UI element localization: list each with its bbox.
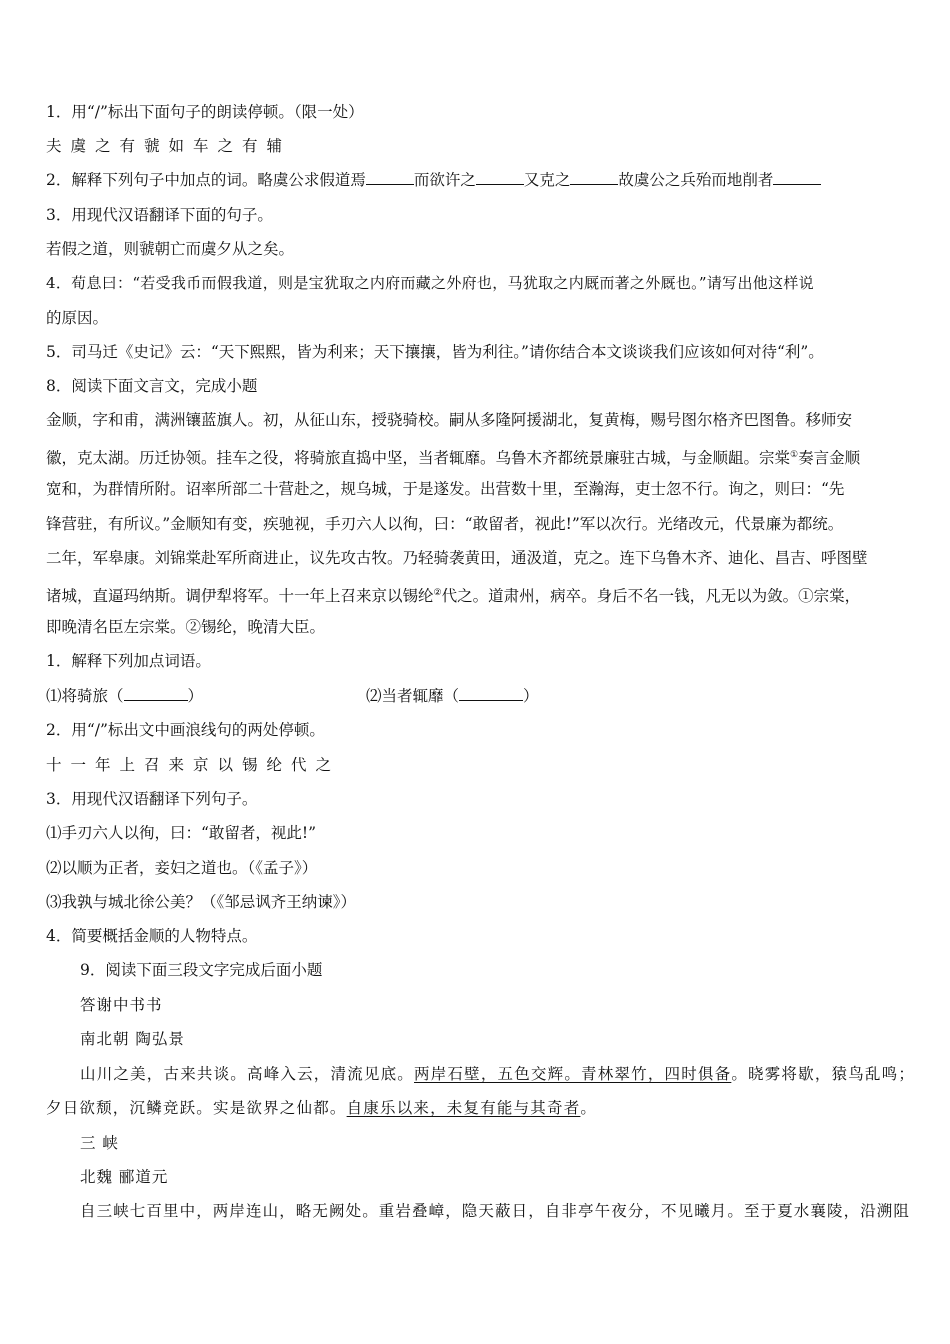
q7-item-4-cont: 的原因。 xyxy=(46,309,109,327)
q9-text1-line xyxy=(80,1064,915,1084)
q9-text-run: 山川之美，古来共谈。高峰入云，清流见底。 xyxy=(80,1065,415,1083)
q8-sub-3-b: ⑵以顺为正者，妾妇之道也。（《孟子》） xyxy=(46,859,318,877)
q9-text2-line: 自三峡七百里中，两岸连山，略无阙处。重岩叠嶂，隐天蔽日，自非亭午夜分，不见曦月。至于夏水襄陵，沿溯阻 xyxy=(80,1202,911,1220)
q7-item-2-text-d: 故虞公之兵殆而地削者 xyxy=(618,171,774,189)
q8-sub-1-a xyxy=(46,686,203,706)
q8-footnotes: 即晚清名臣左宗棠。②锡纶，晚清大臣。 xyxy=(46,618,326,636)
q8-sub-1-b xyxy=(366,686,539,706)
q9-text1-line xyxy=(46,1098,597,1118)
q8-passage-line xyxy=(46,583,860,606)
q7-item-1-sentence: 夫虞之有虢如车之有辅 xyxy=(46,137,292,155)
q7-item-1: 1．用“/”标出下面句子的朗读停顿。（限一处） xyxy=(46,103,364,121)
answer-blank[interactable] xyxy=(124,686,188,701)
q8-sub-3: 3．用现代汉语翻译下列句子。 xyxy=(46,790,258,808)
q9-text2-title: 三 峡 xyxy=(80,1134,119,1152)
q7-item-3: 3．用现代汉语翻译下面的句子。 xyxy=(46,206,273,224)
q8-sub-4: 4．简要概括金顺的人物特点。 xyxy=(46,927,258,945)
q7-item-2 xyxy=(46,170,821,190)
q9-text-run: 。晓雾将歇，猿鸟乱鸣； xyxy=(731,1065,916,1083)
underlined-sentence: 两岸石壁，五色交辉。青林翠竹，四时俱备 xyxy=(414,1065,732,1083)
answer-blank[interactable] xyxy=(570,170,618,185)
q8-sub-3-a: ⑴手刃六人以徇，曰：“敢留者，视此!” xyxy=(46,824,317,842)
q9-title: 9．阅读下面三段文字完成后面小题 xyxy=(80,961,323,979)
q8-passage-line xyxy=(46,445,860,468)
q8-passage-line: 金顺，字和甫，满洲镶蓝旗人。初，从征山东，授骁骑校。嗣从多隆阿援湖北，复黄梅，赐号图尔格齐巴图鲁。移师安 xyxy=(46,411,853,429)
q8-sub-3-c: ⑶我孰与城北徐公美？（《邹忌讽齐王纳谏》） xyxy=(46,893,357,911)
q7-item-3-sentence: 若假之道，则虢朝亡而虞夕从之矣。 xyxy=(46,240,295,258)
q8-title: 8．阅读下面文言文，完成小题 xyxy=(46,377,258,395)
q8-passage-line: 二年，军皋康。刘锦棠赴军所商进止，议先攻古牧。乃轻骑袭黄田，通汲道，克之。连下乌鲁木齐、迪化、昌吉、呼图壁 xyxy=(46,549,868,567)
underlined-sentence: 自康乐以来，未复有能与其奇者 xyxy=(346,1099,581,1117)
q8-sub-2: 2．用“/”标出文中画浪线句的两处停顿。 xyxy=(46,721,325,739)
q7-item-2-text-b: 而欲许之 xyxy=(413,171,476,189)
q8-passage-text: 奏言金顺 xyxy=(798,449,861,468)
q7-item-4: 4．荀息曰：“若受我币而假我道，则是宝犹取之内府而藏之外府也，马犹取之内厩而著之外厩也。”请写出他这样说 xyxy=(46,274,814,292)
answer-blank[interactable] xyxy=(366,170,414,185)
q8-passage-text: 诸城，直逼玛纳斯。调伊犁将军。十一年上召来京以锡纶 xyxy=(46,587,434,606)
q9-text-run: 。 xyxy=(580,1099,598,1117)
q8-sub-2-sentence: 十一年上召来京以锡纶代之 xyxy=(46,756,341,774)
q9-text-run: 夕日欲颓，沉鳞竞跃。实是欲界之仙都。 xyxy=(46,1099,347,1117)
q8-passage-text: 徽，克太湖。历迁协领。挂车之役，将骑旅直捣中坚，当者辄靡。乌鲁木齐都统景廉驻古城，与金顺龃。宗棠 xyxy=(46,449,791,468)
q8-sub-1-a-label: ⑴将骑旅（ xyxy=(46,687,124,705)
footnote-mark: ① xyxy=(790,450,799,460)
q8-passage-text: 代之。道肃州，病卒。身后不名一钱，凡无以为敛。①宗棠， xyxy=(441,587,861,606)
answer-blank[interactable] xyxy=(773,170,821,185)
q8-sub-1-b-label: ⑵当者辄靡（ xyxy=(366,687,460,705)
q9-text1-title: 答谢中书书 xyxy=(80,996,163,1014)
answer-blank[interactable] xyxy=(476,170,524,185)
q8-passage-line: 宽和，为群情所附。诏率所部二十营赴之，规乌城，于是遂发。出营数十里，至瀚海，吏士忽不行。询之，则曰：“先 xyxy=(46,480,845,498)
q7-item-2-text-a: 2．解释下列句子中加点的词。略虞公求假道焉 xyxy=(46,171,366,189)
q9-text1-author: 南北朝 陶弘景 xyxy=(80,1030,185,1048)
q8-passage-line: 锋营驻，有所议。”金顺知有变，疾驰视，手刃六人以徇，曰：“敢留者，视此!”军以次行。光绪改元，代景廉为都统。 xyxy=(46,515,844,533)
q7-item-2-text-c: 又克之 xyxy=(523,171,571,189)
paren-close: ） xyxy=(523,687,539,705)
q8-sub-1: 1．解释下列加点词语。 xyxy=(46,652,211,670)
footnote-mark: ② xyxy=(433,588,442,598)
q7-item-5: 5．司马迁《史记》云：“天下熙熙，皆为利来；天下攘攘，皆为利往。”请你结合本文谈谈我们应该如何对待“利”。 xyxy=(46,343,824,361)
q9-text2-author: 北魏 郦道元 xyxy=(80,1168,169,1186)
answer-blank[interactable] xyxy=(459,686,523,701)
paren-close: ） xyxy=(187,687,204,705)
